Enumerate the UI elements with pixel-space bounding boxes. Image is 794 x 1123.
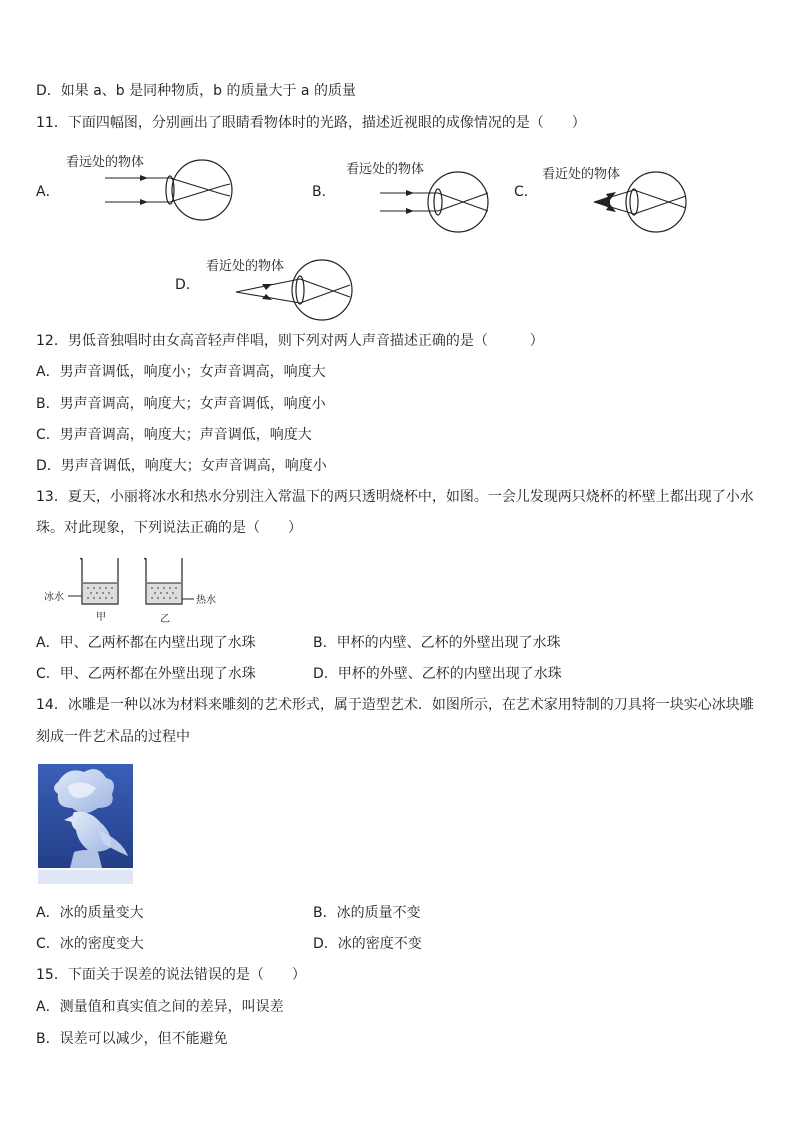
q11-figure-d <box>200 252 370 328</box>
q11-option-d-label: D． <box>175 277 200 293</box>
eye-lens <box>630 189 638 215</box>
q13-figure-beakers <box>44 556 224 628</box>
q15-stem: 15．下面关于误差的说法错误的是（ ） <box>36 967 306 983</box>
cup-a-label: 甲 <box>96 612 106 623</box>
q12-option-b: B．男声音调高，响度大；女声音调低，响度小 <box>36 396 326 412</box>
q10-option-d: D．如果 a、b 是同种物质，b 的质量大于 a 的质量 <box>36 83 356 99</box>
hot-water-label: 热水 <box>196 595 216 606</box>
ice-sculpture-photo <box>38 764 133 884</box>
q11-figure-b-caption: 看远处的物体 <box>346 162 425 177</box>
q15-option-b: B．误差可以减少，但不能避免 <box>36 1031 228 1047</box>
q14-option-c: C．冰的密度变大 <box>36 936 144 952</box>
q13-option-c: C．甲、乙两杯都在外壁出现了水珠 <box>36 666 256 682</box>
q11-figure-c-caption: 看近处的物体 <box>542 167 621 182</box>
eyeball-circle <box>428 172 488 232</box>
q14-stem-line1: 14．冰雕是一种以冰为材料来雕刻的艺术形式，属于造型艺术．如图所示，在艺术家用特制的刀具将一块实心冰块雕 <box>36 697 754 713</box>
eyeball-circle <box>626 172 686 232</box>
q15-option-a: A．测量值和真实值之间的差异，叫误差 <box>36 999 284 1015</box>
q11-figure-b <box>340 155 500 235</box>
q12-stem: 12．男低音独唱时由女高音轻声伴唱，则下列对两人声音描述正确的是（ ） <box>36 333 544 349</box>
q11-figure-a-caption: 看远处的物体 <box>66 155 145 170</box>
q14-stem-line2: 刻成一件艺术品的过程中 <box>36 729 190 745</box>
q11-option-a-label: A． <box>36 184 60 200</box>
q11-figure-a <box>60 148 240 228</box>
q11-figure-c <box>538 160 698 236</box>
q13-stem-line1: 13．夏天，小丽将冰水和热水分别注入常温下的两只透明烧杯中，如图。一会儿发现两只烧杯的杯壁上都出现了小水 <box>36 489 754 505</box>
q14-option-a: A．冰的质量变大 <box>36 905 144 921</box>
q14-option-b: B．冰的质量不变 <box>313 905 421 921</box>
q14-option-d: D．冰的密度不变 <box>313 936 422 952</box>
q12-option-a: A．男声音调低，响度小；女声音调高，响度大 <box>36 364 326 380</box>
q11-option-c-label: C． <box>514 184 538 200</box>
q12-option-c: C．男声音调高，响度大；声音调低，响度大 <box>36 427 312 443</box>
q13-option-a: A．甲、乙两杯都在内壁出现了水珠 <box>36 635 256 651</box>
q11-option-b-label: B． <box>312 184 336 200</box>
eyeball-circle <box>292 260 352 320</box>
cup-b-label: 乙 <box>160 614 170 625</box>
q13-option-b: B．甲杯的内壁、乙杯的外壁出现了水珠 <box>313 635 561 651</box>
eye-lens <box>166 176 174 204</box>
q12-option-d: D．男声音调低，响度大；女声音调高，响度小 <box>36 458 327 474</box>
q11-stem: 11．下面四幅图，分别画出了眼睛看物体时的光路，描述近视眼的成像情况的是（ ） <box>36 115 586 131</box>
eyeball-circle <box>172 160 232 220</box>
ice-water-label: 冰水 <box>44 592 64 603</box>
q13-option-d: D．甲杯的外壁、乙杯的内壁出现了水珠 <box>313 666 562 682</box>
q11-figure-d-caption: 看近处的物体 <box>206 259 285 274</box>
q13-stem-line2: 珠。对此现象，下列说法正确的是（ ） <box>36 520 302 536</box>
